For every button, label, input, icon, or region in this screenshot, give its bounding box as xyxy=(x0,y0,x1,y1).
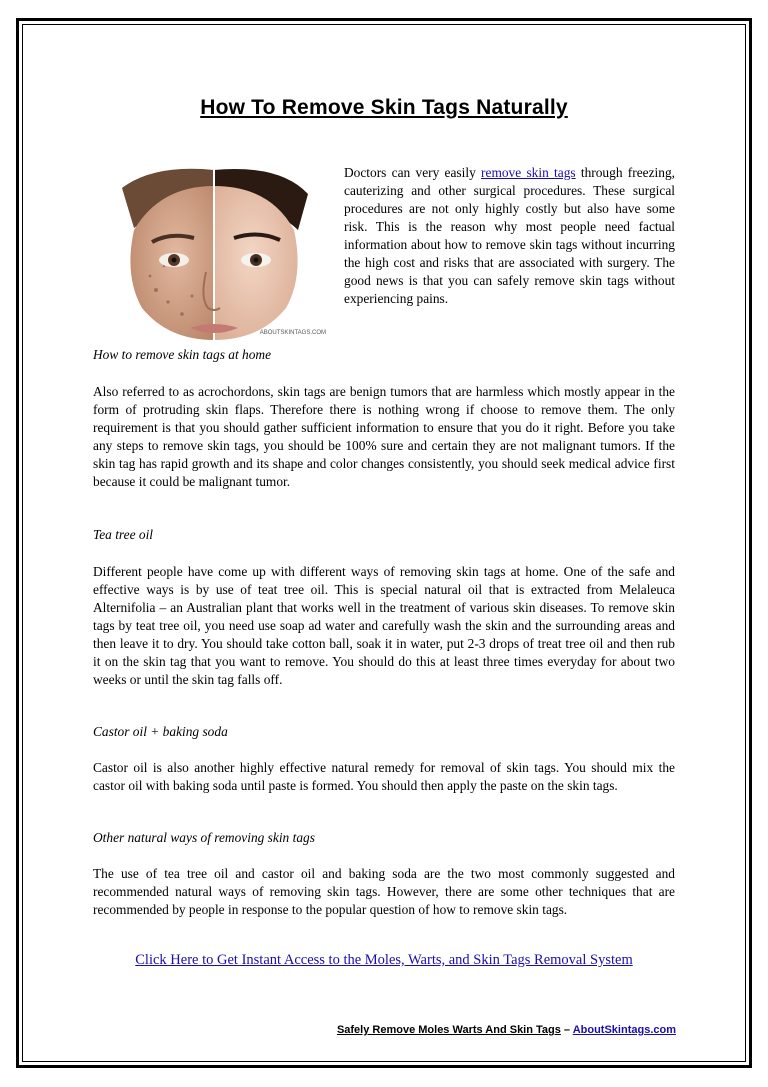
section-body-castor-oil: Castor oil is also another highly effective natural remedy for removal of skin tags. You should mix the castor oil with baking soda until paste is formed. You should then apply the paste on the skin tags. xyxy=(93,760,675,793)
image-watermark: ABOUTSKINTAGS.COM xyxy=(259,330,326,336)
remove-skin-tags-link[interactable]: remove skin tags xyxy=(481,165,576,180)
section-heading-other-ways: Other natural ways of removing skin tags xyxy=(93,830,315,845)
footer-label: Safely Remove Moles Warts And Skin Tags xyxy=(336,1024,561,1036)
page-title: How To Remove Skin Tags Naturally xyxy=(200,96,568,119)
before-after-face-photo xyxy=(94,168,334,340)
footer-separator: – xyxy=(560,1024,573,1036)
section-body-tea-tree-oil: Different people have come up with different ways of removing skin tags at home. One of the safe and effective ways is by use of teat tree oil. This is special natural oil that is extracted from Melaleuca Alternifolia – an Australian plant that works well in the treatment of various skin diseases. To remove skin tags by teat tree oil, you need use soap ad water and carefully wash the skin and the surrounding areas and then leave it to dry. You should take cotton ball, soak it in water, put 2-3 drops of treat tree oil and then rub it on the skin tag that you want to remove. You should do this at least three times everyday for about two weeks or until the skin tag falls off. xyxy=(93,564,675,687)
section-body-home-removal: Also referred to as acrochordons, skin tags are benign tumors that are harmless which mostly appear in the form of protruding skin flaps. Therefore there is nothing wrong if choose to remove them. The only requirement is that you should gather sufficient information to ensure that you do it right. Before you take any steps to remove skin tags, you should be 100% sure and certain they are not malignant tumors. If the skin tag has rapid growth and its shape and color changes consistently, you should seek medical advice first because it could be malignant tumor. xyxy=(93,384,675,489)
page-footer xyxy=(0,1024,676,1036)
intro-text-start: Doctors can very easily xyxy=(344,165,482,180)
section-heading-castor-oil: Castor oil + baking soda xyxy=(93,724,228,739)
cta-line xyxy=(0,952,768,969)
section-heading-home-removal: How to remove skin tags at home xyxy=(93,347,272,362)
section-body-other-ways: The use of tea tree oil and castor oil and baking soda are the two most commonly suggested and recommended natural ways of removing skin tags. However, there are some other techniques that are recommended by people in response to the popular question of how to remove skin tags. xyxy=(93,866,675,917)
footer-site-link[interactable]: AboutSkintags.com xyxy=(572,1024,676,1036)
intro-text-rest: through freezing, cauterizing and other surgical procedures. These surgical procedures are not only highly costly but also have some risk. This is the reason why most people need factual information about how to remove skin tags without incurring the high cost and risks that are associated with surgery. The good news is that you can safely remove skin tags without experiencing pains. xyxy=(344,165,675,306)
instant-access-link[interactable]: Click Here to Get Instant Access to the Moles, Warts, and Skin Tags Removal System xyxy=(135,952,633,968)
section-heading-tea-tree-oil: Tea tree oil xyxy=(93,527,154,542)
intro-paragraph xyxy=(344,164,675,308)
